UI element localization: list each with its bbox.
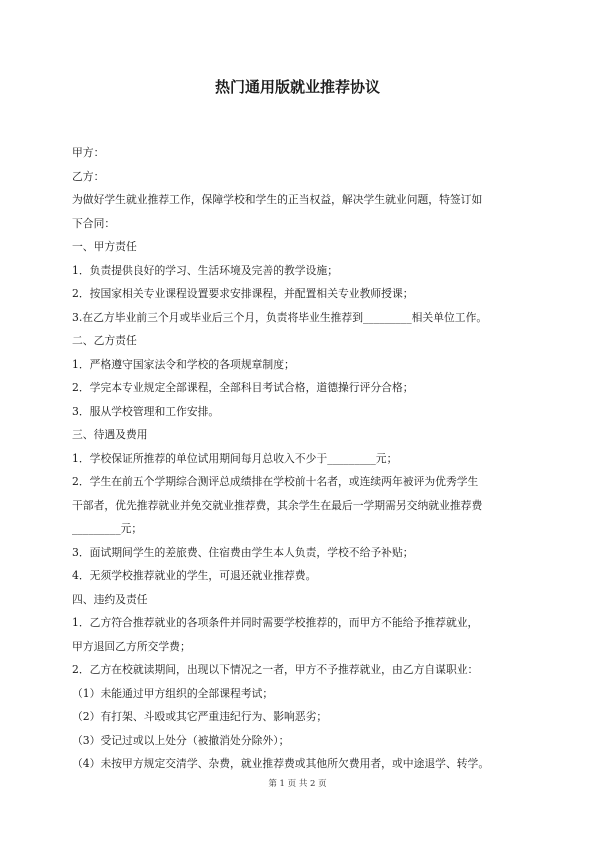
text-line: 一、甲方责任: [72, 240, 137, 253]
text-line: （4）未按甲方规定交清学、杂费，就业推荐费或其他所欠费用者，或中途退学、转学。: [72, 757, 490, 770]
text-line: 1．严格遵守国家法令和学校的各项规章制度；: [72, 357, 295, 371]
text-line: 2．按国家相关专业课程设置要求安排课程，并配置相关专业教师授课；: [72, 287, 414, 300]
text-line: 3．服从学校管理和工作安排。: [72, 404, 220, 418]
document-body: [72, 141, 524, 776]
text-line: （1）未能通过甲方组织的全部课程考试；: [72, 686, 274, 700]
page-footer: 第 1 页 共 2 页: [268, 779, 327, 789]
text-line: 为做好学生就业推荐工作，保障学校和学生的正当权益，解决学生就业问题，特签订如: [72, 193, 483, 206]
text-line: 2．学生在前五个学期综合测评总成绩排在学校前十名者，或连续两年被评为优秀学生: [72, 475, 479, 488]
document-title: 热门通用版就业推荐协议: [214, 78, 380, 96]
text-line: 干部者，优先推荐就业并免交就业推荐费，其余学生在最后一学期需另交纳就业推荐费: [72, 498, 483, 512]
text-line: 乙方：: [72, 169, 105, 183]
text-line: 4．无须学校推荐就业的学生，可退还就业推荐费。: [72, 569, 317, 582]
text-line: （2）有打架、斗殴或其它严重违纪行为、影响恶劣；: [72, 710, 328, 723]
text-line: 二、乙方责任: [72, 334, 137, 347]
text-line: 3．面试期间学生的差旅费、住宿费由学生本人负责，学校不给予补贴；: [72, 545, 414, 559]
text-line: 1．乙方符合推荐就业的各项条件并同时需要学校推荐的，而甲方不能给予推荐就业，: [72, 616, 479, 629]
text-line: （3）受记过或以上处分（被撤消处分除外）；: [72, 733, 290, 747]
text-line: 甲方退回乙方所交学费；: [72, 639, 191, 653]
text-line: _________元；: [72, 522, 143, 535]
text-line: 1．学校保证所推荐的单位试用期间每月总收入不少于_________元；: [72, 451, 398, 465]
text-line: 四、违约及责任: [72, 592, 148, 606]
text-line: 2．乙方在校就读期间，出现以下情况之一者，甲方不予推荐就业，由乙方自谋职业：: [72, 663, 479, 676]
text-line: 2．学完本专业规定全部课程，全部科目考试合格，道德操行评分合格；: [72, 381, 414, 394]
text-line: 3.在乙方毕业前三个月或毕业后三个月，负责将毕业生推荐到_________相关单位工作。: [72, 310, 488, 324]
text-line: 1．负责提供良好的学习、生活环境及完善的教学设施；: [72, 263, 338, 277]
text-line: 甲方：: [72, 146, 105, 159]
text-line: 下合同：: [72, 216, 116, 230]
text-line: 三、待遇及费用: [72, 428, 148, 441]
